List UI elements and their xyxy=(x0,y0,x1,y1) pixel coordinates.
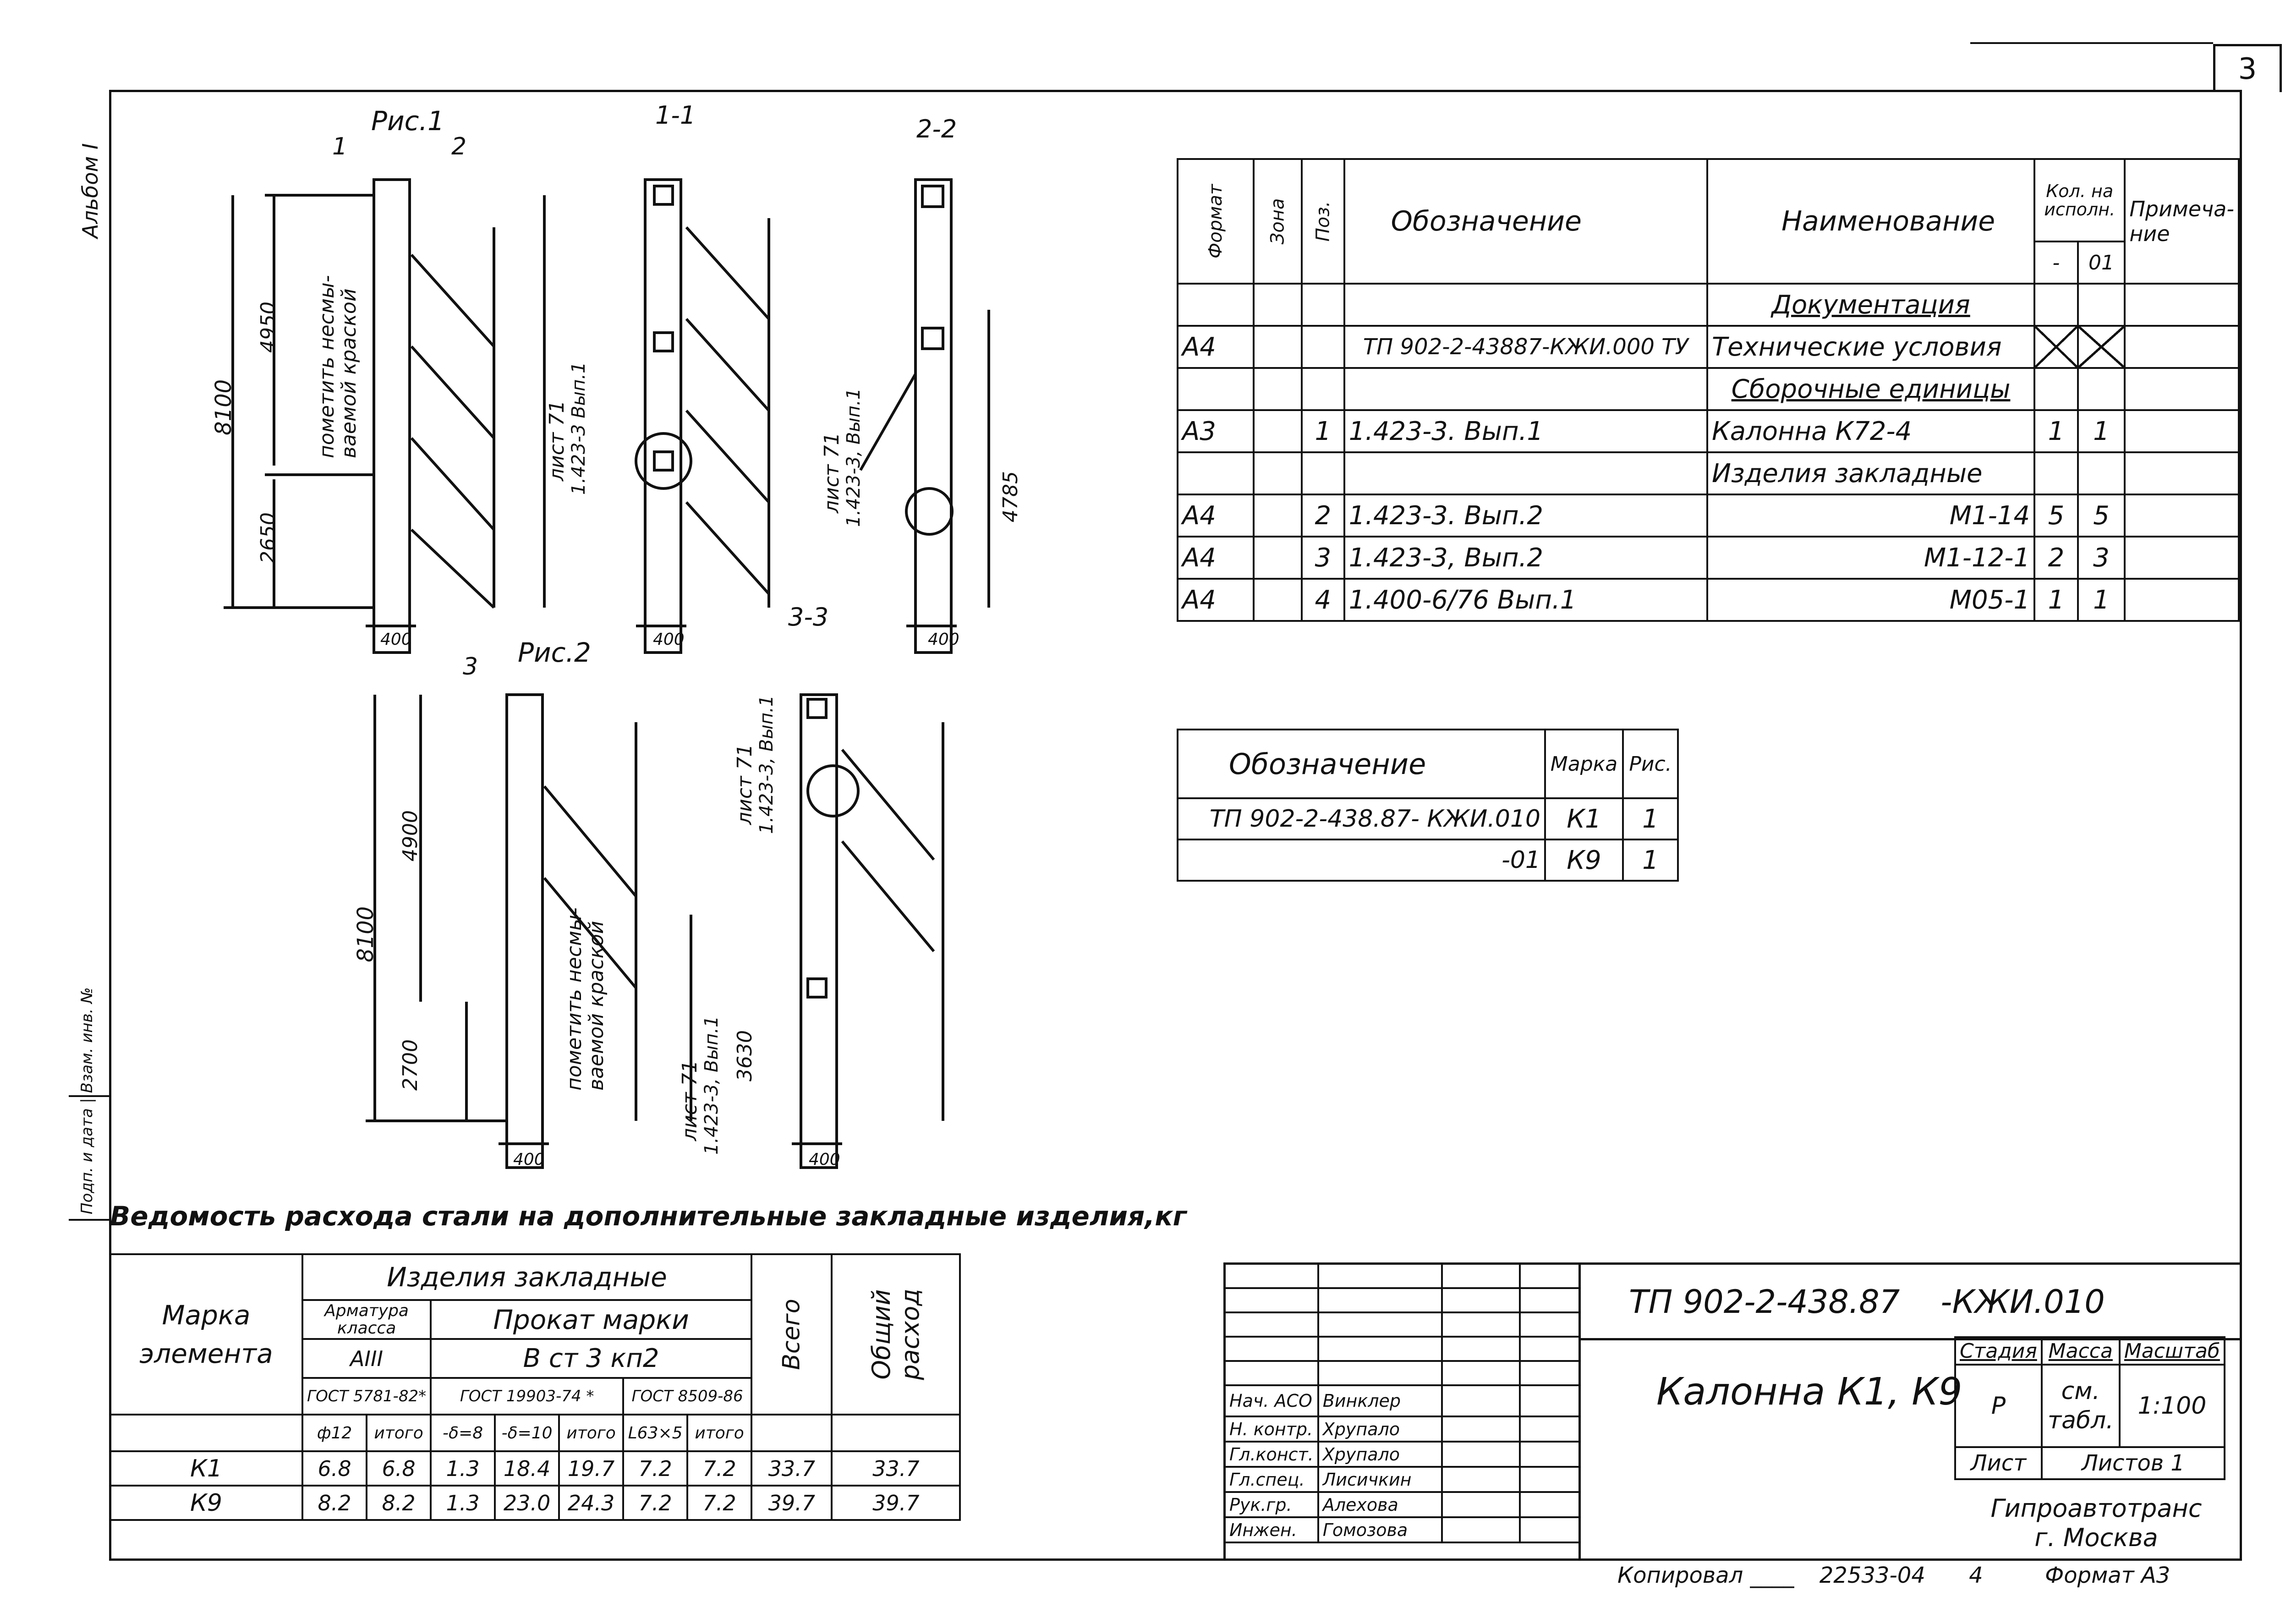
h-items: Изделия закладные xyxy=(302,1254,751,1300)
steel-row-k9: К9 8.2 8.2 1.3 23.0 24.3 7.2 7.2 39.7 39.7 xyxy=(110,1486,960,1520)
mass-value: см. табл. xyxy=(2042,1365,2120,1447)
h-name: Наименование xyxy=(1707,159,2034,284)
h-gost-3: ГОСТ 8509-86 xyxy=(623,1378,751,1415)
h-zone: Зона xyxy=(1267,198,1288,245)
fig1-dim-top: 4950 xyxy=(257,302,280,353)
section-2-2-column xyxy=(915,180,951,653)
fig1-title: Рис.1 xyxy=(371,105,444,137)
marks-header-row xyxy=(1178,730,1678,798)
signer-row-5: Рук.гр. Алехова xyxy=(1225,1492,1579,1517)
fig2-width-dim: 400 xyxy=(513,1150,545,1169)
signer-row-6: Инжен. Гомозова xyxy=(1225,1517,1579,1542)
sheet-ref-4: лист 71 xyxy=(678,1060,702,1141)
h-gost-1: ГОСТ 5781-82* xyxy=(302,1378,431,1415)
h-qty-b: 01 xyxy=(2078,241,2125,284)
section-1-1-title: 1-1 xyxy=(655,101,696,130)
paint-note-2: пометить несмы- ваемой краской xyxy=(563,907,608,1091)
paint-note-1: пометить несмы- ваемой краской xyxy=(315,275,361,458)
spec-header-row xyxy=(1178,159,2239,241)
sheet-number: 3 xyxy=(2238,52,2257,86)
signer-row-2: Н. контр. Хрупало xyxy=(1225,1416,1579,1442)
spec-row-5: Изделия закладные xyxy=(1178,452,2239,494)
column-drawings xyxy=(109,90,1145,1199)
fig1-width-dim: 400 xyxy=(380,630,412,649)
margin-tick-2 xyxy=(69,1219,109,1221)
section22-width-dim: 400 xyxy=(928,630,959,649)
stage-value: Р xyxy=(1955,1365,2042,1447)
title-block xyxy=(1223,1262,2240,1558)
org-name: Гипроавтотранс г. Москва xyxy=(1990,1494,2202,1552)
h-rebar-class: АIII xyxy=(302,1339,431,1378)
spec-row-3 xyxy=(1178,368,2239,410)
h-fig: Рис. xyxy=(1623,730,1678,798)
copied-by-line: Копировал ____ 22533-04 4 Формат А3 xyxy=(1617,1563,2170,1588)
doc-code: ТП 902-2-438.87 -КЖИ.010 xyxy=(1629,1283,2105,1321)
scale-value: 1:100 xyxy=(2120,1365,2225,1447)
signer-row-1: Нач. АСО Винклер xyxy=(1225,1385,1579,1416)
sheets-count: Листов 1 xyxy=(2042,1447,2225,1479)
section-2-2-title: 2-2 xyxy=(916,115,957,143)
h-note: Примеча- ние xyxy=(2125,159,2239,284)
sheet-ref-4b: 1.423-3, Вып.1 xyxy=(701,1015,722,1155)
fig2-dim-bottom: 2700 xyxy=(399,1039,422,1091)
h-qty: Кол. на исполн. xyxy=(2034,159,2125,241)
spec-row-2: А4 ТП 902-2-43887-КЖИ.000 ТУ Технические условия xyxy=(1178,326,2239,368)
h-format: Формат xyxy=(1205,184,1227,259)
section-3-3-title: 3-3 xyxy=(788,603,829,631)
sheet-number-box xyxy=(2213,44,2282,92)
spec-row-6: А4 2 1.423-3. Вып.2 М1-14 5 5 xyxy=(1178,494,2239,537)
stage-table xyxy=(1954,1336,2225,1480)
h-rebar: Арматура класса xyxy=(302,1300,431,1339)
h-mark: Марка xyxy=(1545,730,1623,798)
marker-2: 2 xyxy=(451,133,467,160)
steel-subheader-row: ф12 итого -δ=8 -δ=10 итого L63×5 итого xyxy=(110,1415,960,1451)
crossed-cell-b xyxy=(2078,326,2125,368)
marks-row-1: ТП 902-2-438.87- КЖИ.010 К1 1 xyxy=(1178,798,1678,839)
h-mark-designation: Обозначение xyxy=(1178,730,1545,798)
specification-table xyxy=(1177,158,2240,622)
scale-header: Масштаб xyxy=(2120,1337,2225,1365)
h-gost-2: ГОСТ 19903-74 * xyxy=(431,1378,623,1415)
fig1-dim-overall: 8100 xyxy=(211,379,236,435)
marker-1: 1 xyxy=(332,133,348,160)
h-qty-a: - xyxy=(2034,241,2078,284)
section-1-1-column xyxy=(645,180,681,653)
spec-row-4: А3 1 1.423-3. Вып.1 Калонна К72-4 1 1 xyxy=(1178,410,2239,452)
signatures-table xyxy=(1224,1263,1580,1543)
section33-width-dim: 400 xyxy=(809,1150,840,1169)
marks-table xyxy=(1177,729,1679,882)
stage-header: Стадия xyxy=(1955,1337,2042,1365)
sheet-ref-1: лист 71 xyxy=(545,400,569,481)
sheet-ref-3: лист 71 xyxy=(733,744,756,825)
spec-row-8: А4 4 1.400-6/76 Вып.1 М05-1 1 1 xyxy=(1178,579,2239,621)
fig2-title: Рис.2 xyxy=(518,637,591,668)
fig-2-2-dim: 4785 xyxy=(999,471,1022,522)
spec-row-1 xyxy=(1178,284,2239,326)
section-documentation: Документация xyxy=(1707,284,2034,326)
h-element-mark: Марка элемента xyxy=(110,1254,302,1415)
section-assembly: Сборочные единицы xyxy=(1707,368,2034,410)
h-rolled-grade: В ст 3 кп2 xyxy=(431,1339,751,1378)
h-rolled: Прокат марки xyxy=(431,1300,751,1339)
steel-table xyxy=(109,1253,961,1521)
h-pos: Поз. xyxy=(1312,201,1334,242)
margin-inv-label: Подп. и дата | Взам. инв. № xyxy=(78,987,96,1214)
h-overall: Общий расход xyxy=(867,1289,925,1380)
h-designation: Обозначение xyxy=(1344,159,1707,284)
top-rule xyxy=(1970,42,2213,44)
spec-row-7: А4 3 1.423-3, Вып.2 М1-12-1 2 3 xyxy=(1178,537,2239,579)
margin-tick-1 xyxy=(69,1095,109,1097)
steel-table-title: Ведомость расхода стали на дополнительные закладные изделия,кг xyxy=(110,1201,1187,1232)
signer-row-4: Гл.спец. Лисичкин xyxy=(1225,1467,1579,1492)
fig1-dim-bottom: 2650 xyxy=(257,512,280,564)
album-label: Альбом I xyxy=(78,143,103,238)
sheet-ref-2b: 1.423-3, Вып.1 xyxy=(843,388,864,527)
drawing-title: Калонна К1, К9 xyxy=(1656,1370,1962,1414)
section11-width-dim: 400 xyxy=(653,630,685,649)
mass-header: Масса xyxy=(2042,1337,2120,1365)
sheet-header: Лист xyxy=(1955,1447,2042,1479)
sheet-ref-1b: 1.423-3 Вып.1 xyxy=(568,362,589,495)
fig2-column xyxy=(507,695,543,1168)
fig1-column xyxy=(374,180,410,653)
h-total: Всего xyxy=(778,1299,806,1370)
fig2-dim-overall: 8100 xyxy=(353,906,378,962)
sheet-ref-2: лист 71 xyxy=(820,432,844,513)
sheet-ref-3b: 1.423-3, Вып.1 xyxy=(756,695,777,834)
steel-row-k1: К1 6.8 6.8 1.3 18.4 19.7 7.2 7.2 33.7 33.7 xyxy=(110,1451,960,1486)
fig2-dim-top: 4900 xyxy=(399,810,422,861)
marks-row-2: -01 К9 1 xyxy=(1178,839,1678,881)
fig-3-3-dim: 3630 xyxy=(733,1030,756,1081)
crossed-cell-a xyxy=(2034,326,2078,368)
signer-row-3: Гл.конст. Хрупало xyxy=(1225,1442,1579,1467)
marker-3: 3 xyxy=(463,653,478,680)
